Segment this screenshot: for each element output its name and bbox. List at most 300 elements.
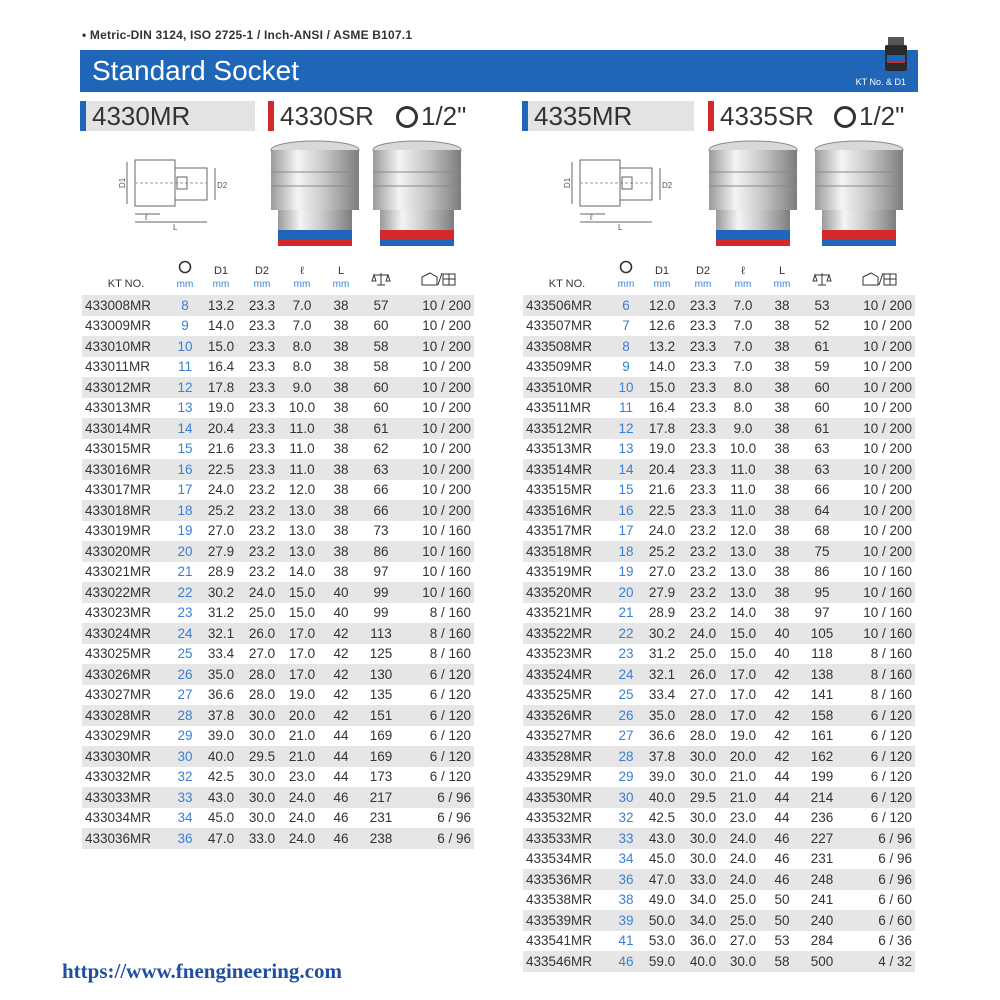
svg-text:ℓ: ℓ bbox=[590, 213, 593, 222]
d2-cell: 23.3 bbox=[683, 377, 723, 398]
l-small-cell: 21.0 bbox=[282, 746, 322, 767]
kt-no-cell: 433027MR bbox=[85, 687, 152, 703]
l-small-cell: 15.0 bbox=[288, 605, 316, 621]
d1-cell: 36.6 bbox=[207, 687, 235, 703]
d1-cell: 27.0 bbox=[648, 564, 676, 580]
d1-cell: 49.0 bbox=[648, 892, 676, 908]
pack-cell: 6 / 120 bbox=[402, 746, 474, 767]
size-cell: 46 bbox=[611, 951, 641, 972]
kt-no-cell: 433013MR bbox=[85, 400, 152, 416]
d2-cell: 30.0 bbox=[683, 828, 723, 849]
weight-cell: 63 bbox=[360, 459, 402, 480]
kt-no-cell: 433011MR bbox=[85, 359, 151, 375]
weight-cell: 99 bbox=[373, 605, 389, 621]
table-row bbox=[523, 562, 915, 583]
weight-cell: 199 bbox=[810, 769, 834, 785]
l-big-cell: 40 bbox=[322, 582, 360, 603]
weight-cell: 60 bbox=[814, 400, 830, 416]
kt-no-cell: 433023MR bbox=[85, 605, 152, 621]
table-row bbox=[82, 623, 474, 644]
weight-cell: 161 bbox=[810, 728, 834, 744]
pack-cell: 8 / 160 bbox=[870, 646, 912, 662]
table-row bbox=[82, 787, 474, 808]
d1-cell: 27.9 bbox=[200, 541, 242, 562]
l-small-cell: 17.0 bbox=[723, 705, 763, 726]
l-big-cell: 38 bbox=[333, 441, 349, 457]
size-cell: 12 bbox=[170, 377, 200, 398]
d1-cell: 35.0 bbox=[200, 664, 242, 685]
l-small-cell: 13.0 bbox=[723, 582, 763, 603]
size-cell: 19 bbox=[618, 564, 634, 580]
table-row bbox=[523, 377, 915, 398]
size-cell: 19 bbox=[177, 523, 193, 539]
d2-cell: 28.0 bbox=[248, 687, 276, 703]
l-small-cell: 23.0 bbox=[729, 810, 757, 826]
kt-no-cell: 433522MR bbox=[523, 623, 611, 644]
pack-cell: 10 / 200 bbox=[863, 482, 912, 498]
l-small-cell: 11.0 bbox=[282, 418, 322, 439]
l-big-cell: 38 bbox=[763, 459, 801, 480]
header-d2: D2 mm bbox=[253, 265, 271, 290]
table-row bbox=[523, 951, 915, 972]
pack-cell: 6 / 96 bbox=[402, 787, 474, 808]
weight-cell: 52 bbox=[814, 318, 830, 334]
l-big-cell: 38 bbox=[322, 377, 360, 398]
weight-cell: 73 bbox=[373, 523, 389, 539]
table-row bbox=[523, 459, 915, 480]
l-big-cell: 46 bbox=[322, 828, 360, 849]
size-cell: 17 bbox=[177, 482, 193, 498]
pack-cell: 10 / 200 bbox=[422, 441, 471, 457]
size-cell: 29 bbox=[618, 769, 634, 785]
d2-cell: 23.3 bbox=[242, 336, 282, 357]
pack-cell: 10 / 200 bbox=[843, 541, 915, 562]
l-small-cell: 7.0 bbox=[733, 359, 753, 375]
size-cell: 21 bbox=[618, 605, 634, 621]
header-l-small: ℓ mm bbox=[734, 265, 752, 290]
l-big-cell: 42 bbox=[763, 705, 801, 726]
pack-cell: 8 / 160 bbox=[402, 623, 474, 644]
weight-cell: 61 bbox=[801, 336, 843, 357]
pack-cell: 6 / 120 bbox=[429, 769, 471, 785]
d1-cell: 31.2 bbox=[207, 605, 235, 621]
header-weight bbox=[801, 260, 843, 295]
weight-cell: 500 bbox=[801, 951, 843, 972]
d1-cell: 13.2 bbox=[200, 295, 242, 316]
pack-cell: 6 / 120 bbox=[870, 769, 912, 785]
kt-no-cell: 433520MR bbox=[523, 582, 611, 603]
header-size: mm bbox=[170, 260, 200, 295]
scale-icon bbox=[371, 271, 391, 287]
d2-cell: 23.3 bbox=[242, 377, 282, 398]
size-cell: 41 bbox=[618, 933, 634, 949]
d2-cell: 33.0 bbox=[683, 869, 723, 890]
d2-cell: 23.2 bbox=[248, 523, 276, 539]
kt-no-cell: 433507MR bbox=[526, 318, 593, 334]
d1-cell: 12.6 bbox=[648, 318, 676, 334]
d2-cell: 23.3 bbox=[683, 336, 723, 357]
size-cell: 9 bbox=[622, 359, 630, 375]
pack-cell: 10 / 200 bbox=[863, 441, 912, 457]
weight-cell: 97 bbox=[814, 605, 830, 621]
l-small-cell: 20.0 bbox=[723, 746, 763, 767]
d1-cell: 25.2 bbox=[200, 500, 242, 521]
table-row bbox=[523, 910, 915, 931]
pack-cell: 10 / 200 bbox=[843, 500, 915, 521]
size-cell: 13 bbox=[618, 441, 634, 457]
l-small-cell: 19.0 bbox=[288, 687, 316, 703]
weight-cell: 169 bbox=[360, 746, 402, 767]
table-row bbox=[523, 828, 915, 849]
l-small-cell: 23.0 bbox=[288, 769, 316, 785]
l-big-cell: 46 bbox=[333, 810, 349, 826]
table-row bbox=[82, 582, 474, 603]
l-big-cell: 50 bbox=[763, 910, 801, 931]
table-row bbox=[523, 849, 915, 870]
kt-no-cell: 433025MR bbox=[85, 646, 152, 662]
l-small-cell: 7.0 bbox=[723, 295, 763, 316]
l-big-cell: 44 bbox=[763, 787, 801, 808]
size-cell: 17 bbox=[618, 523, 634, 539]
dimension-diagram-icon bbox=[560, 150, 673, 232]
header-weight bbox=[360, 260, 402, 295]
kt-no-cell: 433546MR bbox=[523, 951, 611, 972]
l-small-cell: 9.0 bbox=[723, 418, 763, 439]
l-small-cell: 21.0 bbox=[729, 769, 757, 785]
size-cell: 7 bbox=[622, 318, 630, 334]
size-cell: 25 bbox=[177, 646, 193, 662]
d1-cell: 21.6 bbox=[207, 441, 235, 457]
l-small-cell: 17.0 bbox=[729, 687, 757, 703]
d2-cell: 23.3 bbox=[242, 459, 282, 480]
pack-cell: 10 / 200 bbox=[422, 318, 471, 334]
d1-cell: 28.9 bbox=[648, 605, 676, 621]
pack-cell: 10 / 200 bbox=[863, 400, 912, 416]
l-big-cell: 46 bbox=[322, 787, 360, 808]
d2-cell: 29.5 bbox=[242, 746, 282, 767]
d1-cell: 12.0 bbox=[641, 295, 683, 316]
kt-no-cell: 433519MR bbox=[526, 564, 593, 580]
pack-cell: 10 / 160 bbox=[863, 605, 912, 621]
l-big-cell: 42 bbox=[774, 728, 790, 744]
table-row bbox=[523, 664, 915, 685]
kt-no-cell: 433529MR bbox=[526, 769, 593, 785]
d1-cell: 45.0 bbox=[648, 851, 676, 867]
l-big-cell: 38 bbox=[763, 377, 801, 398]
d1-cell: 33.4 bbox=[648, 687, 676, 703]
size-cell: 14 bbox=[170, 418, 200, 439]
header-d1: D1 mm bbox=[212, 265, 230, 290]
size-cell: 24 bbox=[611, 664, 641, 685]
pack-cell: 6 / 120 bbox=[843, 787, 915, 808]
size-cell: 34 bbox=[177, 810, 193, 826]
weight-cell: 68 bbox=[814, 523, 830, 539]
pack-cell: 10 / 200 bbox=[863, 523, 912, 539]
d2-cell: 30.0 bbox=[683, 746, 723, 767]
l-small-cell: 7.0 bbox=[292, 318, 312, 334]
l-small-cell: 7.0 bbox=[733, 318, 753, 334]
footer-url[interactable]: https://www.fnengineering.com bbox=[62, 959, 342, 983]
weight-cell: 151 bbox=[360, 705, 402, 726]
d2-cell: 23.3 bbox=[248, 441, 276, 457]
pack-cell: 6 / 60 bbox=[878, 892, 912, 908]
d1-cell: 40.0 bbox=[200, 746, 242, 767]
kt-no-cell: 433515MR bbox=[526, 482, 593, 498]
table-row bbox=[523, 521, 915, 542]
d2-cell: 30.0 bbox=[689, 810, 717, 826]
l-small-cell: 19.0 bbox=[729, 728, 757, 744]
d2-cell: 23.2 bbox=[683, 582, 723, 603]
l-small-cell: 11.0 bbox=[289, 441, 315, 457]
l-big-cell: 40 bbox=[333, 605, 349, 621]
kt-no-cell: 433525MR bbox=[526, 687, 593, 703]
weight-cell: 169 bbox=[369, 728, 393, 744]
table-row bbox=[82, 705, 474, 726]
kt-no-cell: 433526MR bbox=[523, 705, 611, 726]
d1-cell: 47.0 bbox=[200, 828, 242, 849]
weight-cell: 64 bbox=[801, 500, 843, 521]
d1-cell: 17.8 bbox=[641, 418, 683, 439]
socket-badge-icon bbox=[884, 37, 908, 71]
weight-cell: 125 bbox=[369, 646, 393, 662]
weight-cell: 75 bbox=[801, 541, 843, 562]
weight-cell: 105 bbox=[801, 623, 843, 644]
size-cell: 33 bbox=[611, 828, 641, 849]
size-cell: 27 bbox=[618, 728, 634, 744]
d2-cell: 23.3 bbox=[242, 418, 282, 439]
l-small-cell: 24.0 bbox=[723, 828, 763, 849]
l-big-cell: 38 bbox=[763, 336, 801, 357]
pack-cell: 10 / 200 bbox=[863, 359, 912, 375]
d1-cell: 25.2 bbox=[641, 541, 683, 562]
size-cell: 12 bbox=[611, 418, 641, 439]
section-4330mr: 4330MR bbox=[80, 101, 255, 131]
table-row bbox=[82, 398, 474, 419]
weight-cell: 95 bbox=[801, 582, 843, 603]
standards-note: • Metric-DIN 3124, ISO 2725-1 / Inch-ANSI / ASME B107.1 bbox=[82, 28, 413, 42]
table-row bbox=[82, 500, 474, 521]
l-small-cell: 13.0 bbox=[282, 541, 322, 562]
size-cell: 32 bbox=[177, 769, 193, 785]
weight-cell: 231 bbox=[369, 810, 393, 826]
kt-no-cell: 433024MR bbox=[82, 623, 170, 644]
d1-cell: 30.2 bbox=[200, 582, 242, 603]
table-row bbox=[523, 500, 915, 521]
l-big-cell: 50 bbox=[774, 892, 790, 908]
d1-cell: 37.8 bbox=[200, 705, 242, 726]
d2-cell: 30.0 bbox=[689, 769, 717, 785]
l-small-cell: 15.0 bbox=[723, 623, 763, 644]
l-small-cell: 7.0 bbox=[282, 295, 322, 316]
pack-cell: 10 / 200 bbox=[843, 459, 915, 480]
box-icon bbox=[420, 271, 456, 287]
l-small-cell: 13.0 bbox=[723, 541, 763, 562]
l-big-cell: 38 bbox=[333, 318, 349, 334]
weight-cell: 138 bbox=[801, 664, 843, 685]
table-row bbox=[82, 746, 474, 767]
pack-cell: 8 / 160 bbox=[429, 605, 471, 621]
d2-cell: 28.0 bbox=[689, 728, 717, 744]
pack-cell: 6 / 120 bbox=[843, 705, 915, 726]
pack-cell: 8 / 160 bbox=[429, 646, 471, 662]
l-big-cell: 42 bbox=[763, 664, 801, 685]
d2-cell: 30.0 bbox=[248, 728, 276, 744]
size-cell: 16 bbox=[170, 459, 200, 480]
hex-size-icon bbox=[619, 260, 633, 274]
d1-cell: 16.4 bbox=[207, 359, 235, 375]
d2-cell: 30.0 bbox=[248, 810, 276, 826]
d1-cell: 14.0 bbox=[207, 318, 235, 334]
size-cell: 26 bbox=[170, 664, 200, 685]
l-big-cell: 46 bbox=[763, 828, 801, 849]
size-cell: 36 bbox=[170, 828, 200, 849]
l-big-cell: 38 bbox=[333, 359, 349, 375]
d2-cell: 30.0 bbox=[242, 787, 282, 808]
kt-no-cell: 433026MR bbox=[82, 664, 170, 685]
size-cell: 30 bbox=[611, 787, 641, 808]
weight-cell: 53 bbox=[801, 295, 843, 316]
l-small-cell: 14.0 bbox=[288, 564, 316, 580]
l-small-cell: 8.0 bbox=[292, 359, 312, 375]
l-small-cell: 10.0 bbox=[729, 441, 757, 457]
drive-size-left: 1/2" bbox=[396, 101, 466, 131]
pack-cell: 10 / 200 bbox=[422, 359, 471, 375]
pack-cell: 10 / 200 bbox=[402, 459, 474, 480]
d2-cell: 34.0 bbox=[689, 892, 717, 908]
weight-cell: 86 bbox=[360, 541, 402, 562]
kt-no-cell: 433541MR bbox=[526, 933, 593, 949]
l-small-cell: 11.0 bbox=[282, 459, 322, 480]
l-big-cell: 38 bbox=[322, 295, 360, 316]
table-row bbox=[82, 521, 474, 542]
table-row bbox=[523, 808, 915, 829]
scale-icon bbox=[812, 271, 832, 287]
d1-cell: 59.0 bbox=[641, 951, 683, 972]
weight-cell: 97 bbox=[373, 564, 389, 580]
l-small-cell: 13.0 bbox=[282, 500, 322, 521]
svg-text:D1: D1 bbox=[118, 177, 127, 188]
l-big-cell: 38 bbox=[333, 523, 349, 539]
pack-cell: 10 / 160 bbox=[402, 541, 474, 562]
svg-text:D2: D2 bbox=[662, 181, 673, 190]
d2-cell: 28.0 bbox=[242, 664, 282, 685]
kt-no-cell: 433022MR bbox=[82, 582, 170, 603]
table-row bbox=[523, 787, 915, 808]
kt-no-cell: 433518MR bbox=[523, 541, 611, 562]
kt-no-cell: 433524MR bbox=[523, 664, 611, 685]
svg-text:L: L bbox=[618, 223, 623, 232]
d2-cell: 27.0 bbox=[248, 646, 276, 662]
weight-cell: 86 bbox=[814, 564, 830, 580]
pack-cell: 6 / 120 bbox=[870, 728, 912, 744]
size-cell: 11 bbox=[177, 359, 192, 375]
kt-no-cell: 433523MR bbox=[526, 646, 593, 662]
table-row bbox=[523, 295, 915, 316]
kt-no-cell: 433009MR bbox=[85, 318, 152, 334]
l-big-cell: 53 bbox=[774, 933, 790, 949]
d1-cell: 19.0 bbox=[207, 400, 235, 416]
d2-cell: 23.3 bbox=[689, 482, 717, 498]
table-row bbox=[82, 357, 474, 378]
section-4335mr: 4335MR bbox=[522, 101, 694, 131]
kt-no-cell: 433036MR bbox=[82, 828, 170, 849]
weight-cell: 58 bbox=[373, 359, 389, 375]
l-small-cell: 25.0 bbox=[729, 892, 757, 908]
l-big-cell: 46 bbox=[774, 851, 790, 867]
pack-cell: 10 / 200 bbox=[863, 318, 912, 334]
drive-ring-icon bbox=[834, 106, 856, 128]
kt-no-cell: 433016MR bbox=[82, 459, 170, 480]
kt-no-cell: 433509MR bbox=[526, 359, 593, 375]
d2-cell: 23.2 bbox=[242, 500, 282, 521]
d2-cell: 23.3 bbox=[683, 459, 723, 480]
l-big-cell: 40 bbox=[774, 646, 790, 662]
kt-no-cell: 433530MR bbox=[523, 787, 611, 808]
drive-size-right: 1/2" bbox=[834, 101, 904, 131]
size-cell: 16 bbox=[611, 500, 641, 521]
weight-cell: 113 bbox=[360, 623, 402, 644]
d1-cell: 36.6 bbox=[648, 728, 676, 744]
page-title: Standard Socket bbox=[92, 55, 300, 86]
kt-no-cell: 433521MR bbox=[526, 605, 593, 621]
kt-no-cell: 433512MR bbox=[523, 418, 611, 439]
size-cell: 10 bbox=[170, 336, 200, 357]
table-row bbox=[523, 767, 915, 788]
pack-cell: 6 / 96 bbox=[843, 828, 915, 849]
table-row bbox=[82, 603, 474, 624]
kt-no-cell: 433516MR bbox=[523, 500, 611, 521]
d1-cell: 39.0 bbox=[207, 728, 235, 744]
size-cell: 29 bbox=[177, 728, 193, 744]
d1-cell: 27.9 bbox=[641, 582, 683, 603]
weight-cell: 217 bbox=[360, 787, 402, 808]
l-big-cell: 38 bbox=[322, 500, 360, 521]
l-big-cell: 38 bbox=[774, 400, 790, 416]
l-small-cell: 12.0 bbox=[288, 482, 316, 498]
pack-cell: 10 / 200 bbox=[402, 500, 474, 521]
l-small-cell: 12.0 bbox=[729, 523, 757, 539]
d2-cell: 24.0 bbox=[242, 582, 282, 603]
d1-cell: 19.0 bbox=[648, 441, 676, 457]
table-row bbox=[82, 459, 474, 480]
l-small-cell: 24.0 bbox=[288, 810, 316, 826]
d2-cell: 23.3 bbox=[248, 400, 276, 416]
d2-cell: 25.0 bbox=[689, 646, 717, 662]
kt-no-cell: 433510MR bbox=[523, 377, 611, 398]
spec-table-left bbox=[82, 260, 474, 849]
size-cell: 20 bbox=[611, 582, 641, 603]
d1-cell: 15.0 bbox=[641, 377, 683, 398]
size-cell: 33 bbox=[170, 787, 200, 808]
header-pack bbox=[402, 260, 474, 295]
size-cell: 22 bbox=[611, 623, 641, 644]
kt-no-cell: 433539MR bbox=[523, 910, 611, 931]
weight-cell: 162 bbox=[801, 746, 843, 767]
d2-cell: 23.3 bbox=[683, 418, 723, 439]
l-big-cell: 44 bbox=[333, 728, 349, 744]
table-header bbox=[523, 260, 915, 295]
weight-cell: 141 bbox=[810, 687, 834, 703]
l-big-cell: 38 bbox=[333, 482, 349, 498]
l-small-cell: 30.0 bbox=[723, 951, 763, 972]
d2-cell: 24.0 bbox=[683, 623, 723, 644]
table-row bbox=[523, 623, 915, 644]
l-big-cell: 38 bbox=[763, 295, 801, 316]
l-small-cell: 11.0 bbox=[723, 459, 763, 480]
d2-cell: 23.2 bbox=[248, 564, 276, 580]
l-small-cell: 24.0 bbox=[282, 828, 322, 849]
table-row bbox=[523, 582, 915, 603]
